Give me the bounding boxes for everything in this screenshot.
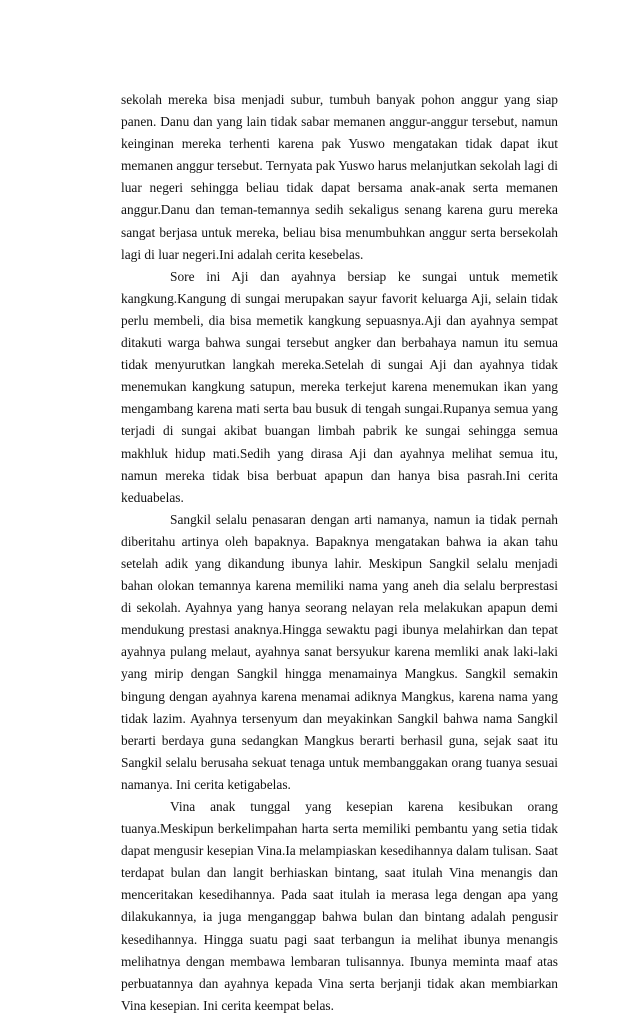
paragraph-vina-story: Vina anak tunggal yang kesepian karena kesibukan orang tuanya.Meskipun berkelimpahan harta serta memiliki pembantu yang setia tidak dapat mengusir kesepian Vina.Ia melampiaskan kesedihannya dalam tulisan. Saat terdapat bulan dan langit berhiaskan bintang, saat itulah Vina menangis dan menceritakan kesedihannya. Pada saat itulah ia merasa lega dengan apa yang dilakukannya, ia juga menganggap bahwa bulan dan bintang adalah pengusir kesedihannya. Hingga suatu pagi saat terbangun ia melihat ibunya menangis melihatnya dengan membawa lembaran tulisannya. Ibunya meminta maaf atas perbuatannya dan ayahnya kepada Vina serta berjanji tidak akan membiarkan Vina kesepian. Ini cerita keempat belas. xyxy=(121,799,558,1013)
document-body xyxy=(121,89,558,1017)
paragraph-aji-story: Sore ini Aji dan ayahnya bersiap ke sungai untuk memetik kangkung.Kangung di sungai merupakan sayur favorit keluarga Aji, selain tidak perlu membeli, dia bisa memetik kangkung sepuasnya.Aji dan ayahnya sempat ditakuti warga bahwa sungai tersebut angker dan berbahaya namun itu semua tidak menyurutkan langkah mereka.Setelah di sungai Aji dan ayahnya tidak menemukan kangkung satupun, mereka terkejut karena menemukan ikan yang mengambang karena mati serta bau busuk di tengah sungai.Rupanya semua yang terjadi di sungai akibat buangan limbah pabrik ke sungai sehingga semua makhluk hidup mati.Sedih yang dirasa Aji dan ayahnya melihat semua itu, namun mereka tidak bisa berbuat apapun dan hanya bisa pasrah.Ini cerita keduabelas. xyxy=(121,268,558,505)
paragraph-sangkil-story: Sangkil selalu penasaran dengan arti namanya, namun ia tidak pernah diberitahu artinya oleh bapaknya. Bapaknya mengatakan bahwa ia akan tahu setelah adik yang dikandung ibunya lahir. Meskipun Sangkil selalu menjadi bahan olokan temannya karena memiliki nama yang aneh dia selalu berprestasi di sekolah. Ayahnya yang hanya seorang nelayan rela melakukan apapun demi mendukung prestasi anaknya.Hingga sewaktu pagi ibunya melahirkan dan tepat ayahnya pulang melaut, ayahnya sanat bersyukur karena memliki anak laki-laki yang mirip dengan Sangkil hingga menamainya Mangkus. Sangkil semakin bingung dengan ayahnya karena menamai adiknya Mangkus, karena nama yang tidak lazim. Ayahnya tersenyum dan meyakinkan Sangkil bahwa nama Sangkil berarti berdaya guna sedangkan Mangkus berarti berhasil guna, sejak saat itu Sangkil selalu berusaha sekuat tenaga untuk membanggakan orang tuanya sesuai namanya. Ini cerita ketigabelas. xyxy=(121,511,558,792)
paragraph-continued: sekolah mereka bisa menjadi subur, tumbuh banyak pohon anggur yang siap panen. Danu dan yang lain tidak sabar memanen anggur-anggur tersebut, namun keinginan mereka terhenti karena pak Yuswo mengatakan tidak dapat ikut memanen anggur tersebut. Ternyata pak Yuswo harus melanjutkan sekolah lagi di luar negeri sehingga beliau tidak dapat bersama anak-anak serta memanen anggur.Danu dan teman-temannya sedih sekaligus senang karena guru mereka sangat berjasa untuk mereka, beliau bisa menumbuhkan anggur serta bersekolah lagi di luar negeri.Ini adalah cerita kesebelas. xyxy=(121,92,558,262)
